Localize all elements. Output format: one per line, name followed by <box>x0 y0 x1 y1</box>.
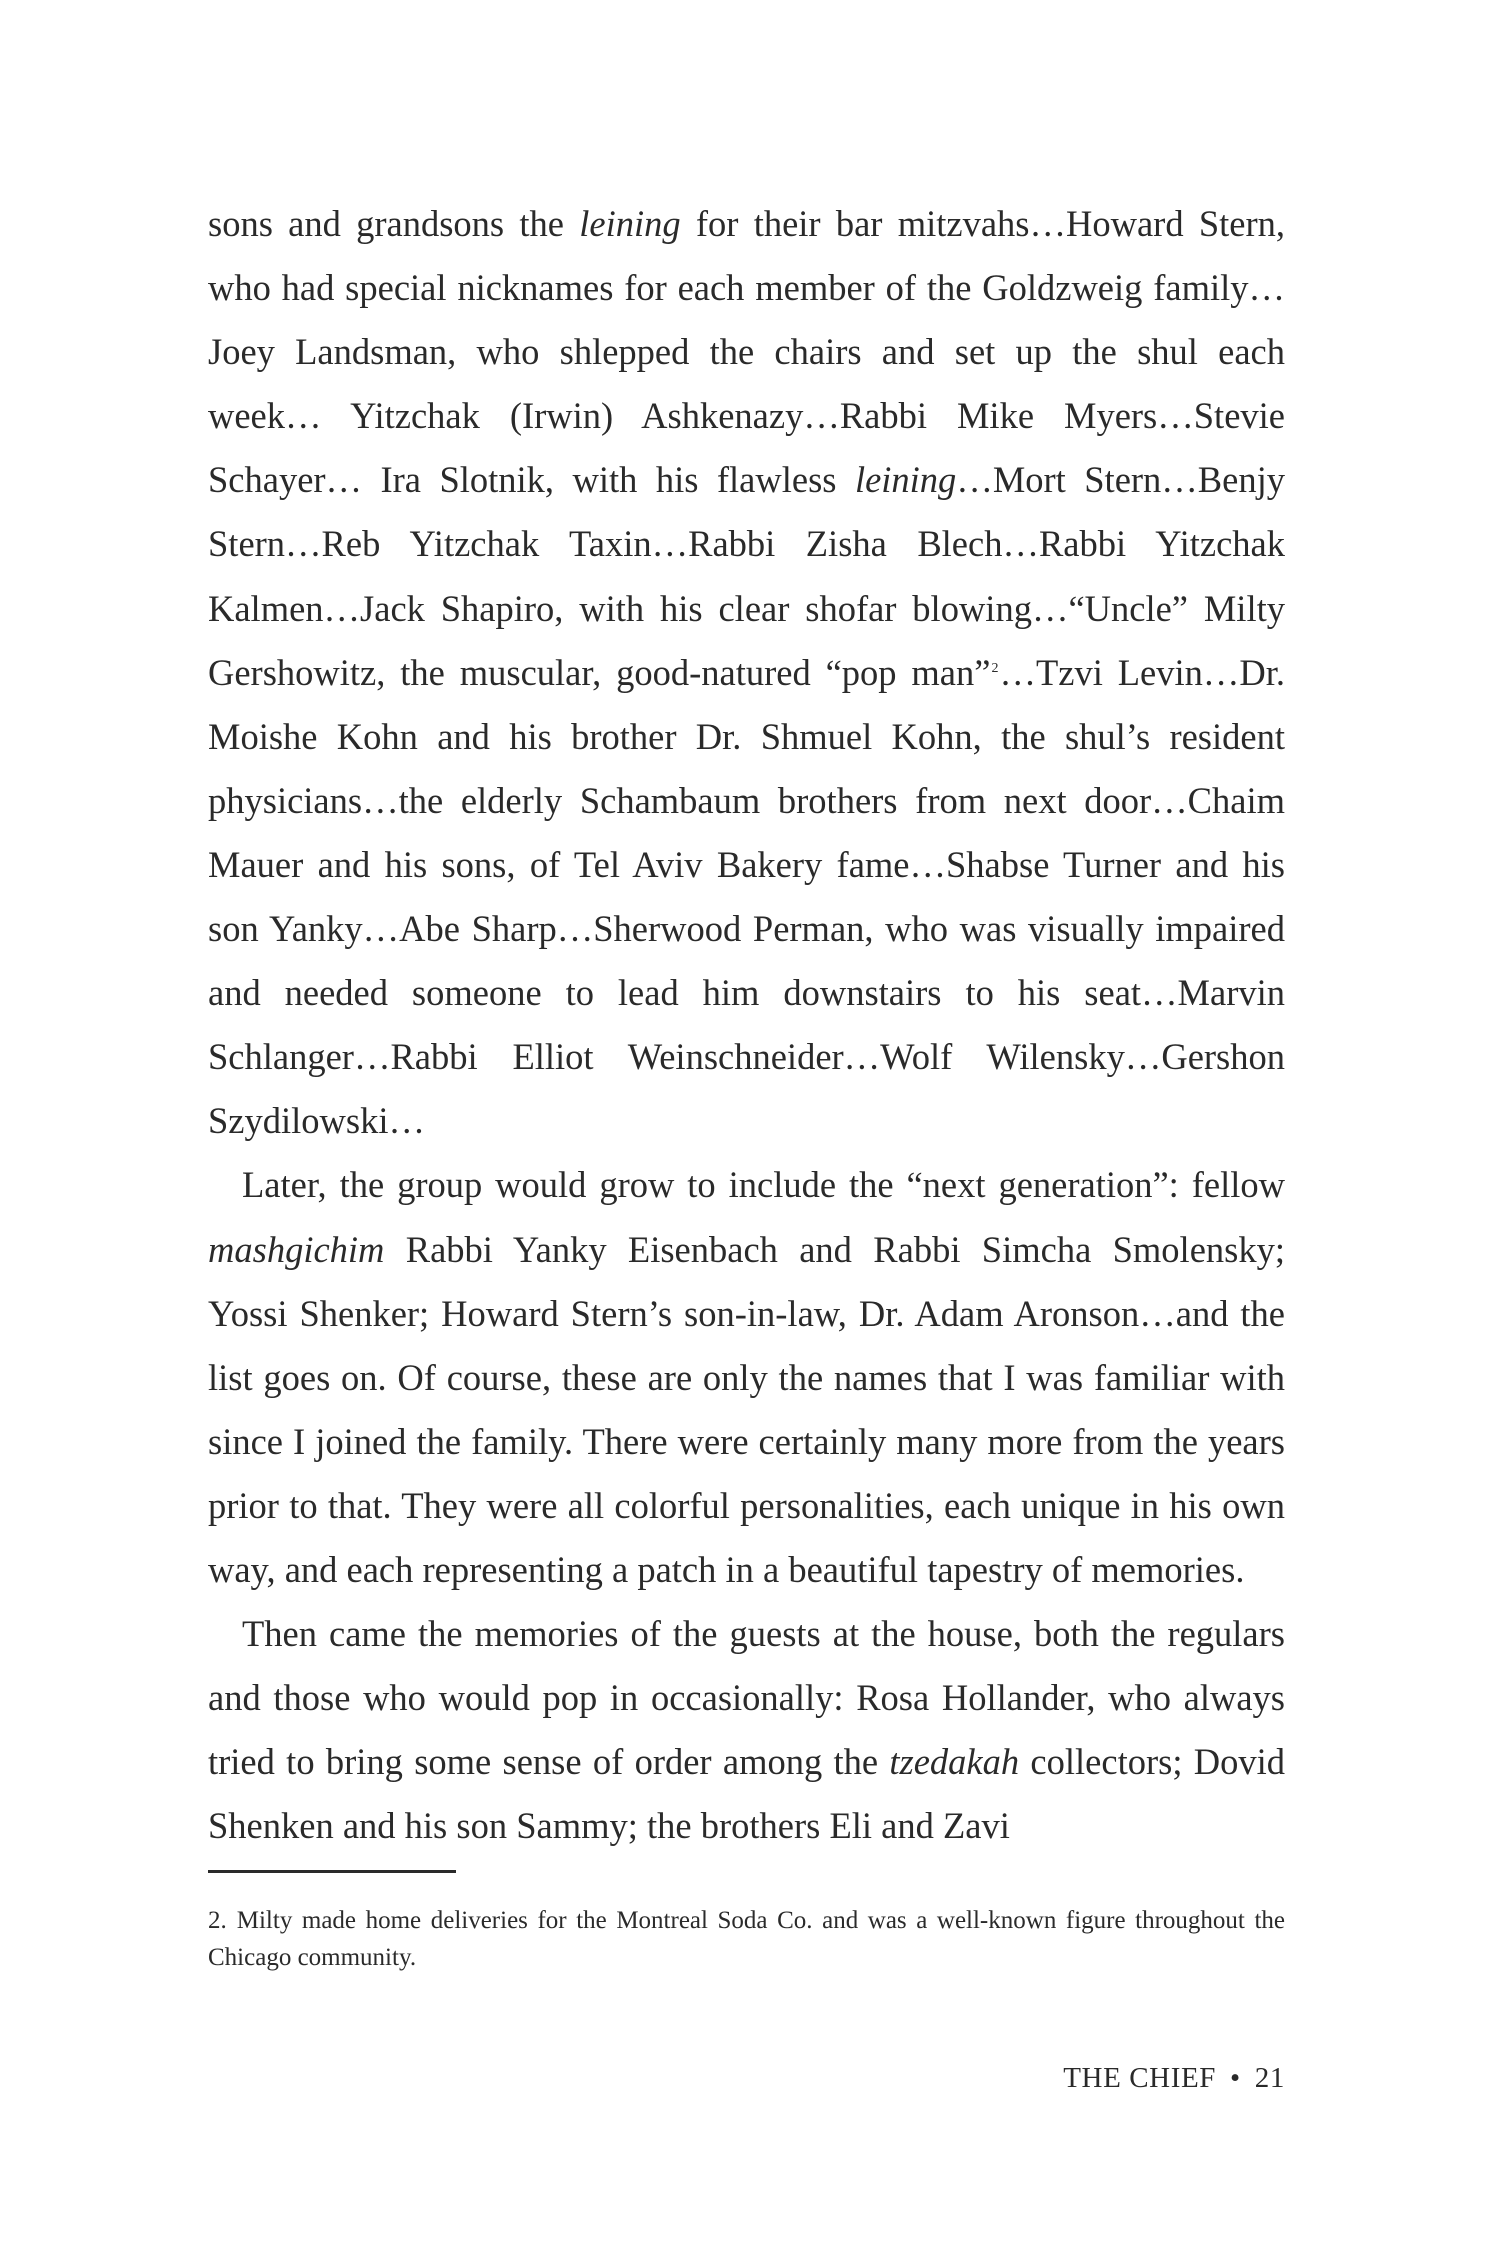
italic-term: tzedakah <box>889 1741 1020 1783</box>
running-footer <box>1063 2062 1285 2095</box>
body-text <box>208 192 1285 1858</box>
text-run: Then came the memories of the guests at the house, both the regulars and those who would pop in occasionally: Rosa Hollander, who always tried to bring some sense of order among the <box>208 1613 1285 1783</box>
italic-term: leining <box>854 459 957 501</box>
italic-term: mashgichim <box>208 1228 385 1270</box>
text-run: Rabbi Yanky Eisenbach and Rabbi Simcha Smolensky; Yossi Shenker; Howard Stern’s son-in-law, Dr. Adam Aronson…and the list goes on. Of course, these are only the names that I was familiar with since I joined the family. There were certainly many more from the years prior to that. They were all colorful personalities, each unique in his own way, and each representing a patch in a beautiful tapestry of memories. <box>208 1228 1285 1590</box>
paragraph <box>208 1153 1285 1602</box>
text-run: sons and grandsons the <box>208 203 580 244</box>
italic-term: leining <box>579 203 681 244</box>
footnote <box>208 1902 1285 1976</box>
footer-separator: • <box>1230 2062 1241 2094</box>
footnote-divider <box>208 1870 456 1873</box>
paragraph <box>208 1602 1285 1858</box>
page-number: 21 <box>1254 2062 1285 2094</box>
text-run: Later, the group would grow to include the “next generation”: fellow <box>242 1164 1285 1206</box>
text-run: …Tzvi Levin…Dr. Moishe Kohn and his brother Dr. Shmuel Kohn, the shul’s resident physicians…the elderly Schambaum brothers from next door…Chaim Mauer and his sons, of Tel Aviv Bakery fame…Shabse Turner and his son Yanky…Abe Sharp…Sherwood Perman, who was visually impaired and needed someone to lead him downstairs to his seat…Marvin Schlanger…Rabbi Elliot Weinschneider…Wolf Wilensky…Gershon Szydilowski… <box>208 651 1285 1142</box>
footnote-number: 2. <box>208 1907 227 1934</box>
running-title: THE CHIEF <box>1063 2062 1217 2094</box>
paragraph <box>208 192 1285 1153</box>
text-run: for their bar mitzvahs…Howard Stern, who had special nicknames for each member of the Goldzweig family… Joey Landsman, who shlepped the chairs and set up the shul each week… Yitzchak (Irwin) Ashkenazy…Rabbi Mike Myers…Stevie Schayer… Ira Slotnik, with his flawless <box>208 203 1285 501</box>
text-run: …Mort Stern…Benjy Stern…Reb Yitzchak Taxin…Rabbi Zisha Blech…Rabbi Yitzchak Kalmen…Jack Shapiro, with his clear shofar blowing…“Uncle” Milty Gershowitz, the muscular, good-natured “pop man” <box>208 459 1285 693</box>
text-run: collectors; Dovid Shenken and his son Sammy; the brothers Eli and Zavi <box>208 1741 1285 1847</box>
footnote-reference: 2 <box>991 660 999 676</box>
footnote-text: Milty made home deliveries for the Montreal Soda Co. and was a well-known figure throughout the Chicago community. <box>208 1907 1285 1971</box>
